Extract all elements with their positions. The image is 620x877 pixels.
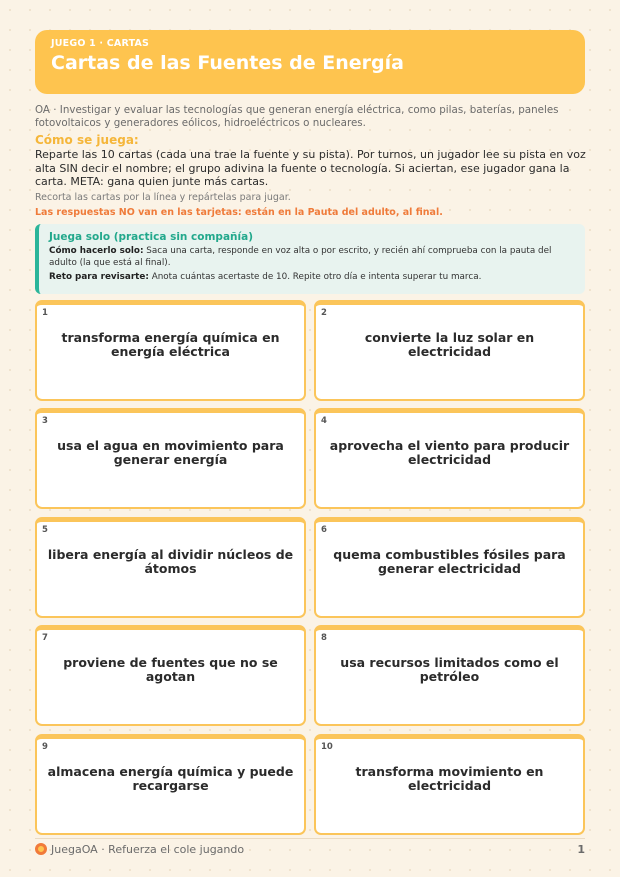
- how-to-play-title: Cómo se juega:: [35, 133, 139, 147]
- page-number: 1: [577, 843, 585, 856]
- card-4: [314, 408, 585, 509]
- card-number: 10: [321, 742, 333, 752]
- card-9: [35, 734, 306, 835]
- card-number: 9: [42, 742, 48, 752]
- card-clue: usa recursos limitados como el petróleo: [340, 655, 559, 684]
- learning-objective: OA · Investigar y evaluar las tecnologías que generan energía eléctrica, como pilas, baterías, paneles fotovoltaicos y generadores eólicos, hidroeléctricos o nucleares.: [35, 104, 559, 129]
- card-1: [35, 300, 306, 401]
- card-clue: proviene de fuentes que no se agotan: [63, 655, 278, 684]
- card-clue: quema combustibles fósiles para generar electricidad: [333, 547, 566, 576]
- solo-how-label: Cómo hacerlo solo:: [49, 246, 144, 256]
- cut-note: Recorta las cartas por la línea y repártelas para jugar.: [35, 192, 291, 203]
- footer: [35, 843, 585, 857]
- card-2: [314, 300, 585, 401]
- card-clue: transforma energía química en energía eléctrica: [61, 330, 280, 359]
- game-kicker: JUEGO 1 · CARTAS: [51, 38, 150, 49]
- answers-warning: Las respuestas NO van en las tarjetas: están en la Pauta del adulto, al final.: [35, 207, 443, 218]
- card-number: 8: [321, 633, 327, 643]
- card-clue: aprovecha el viento para producir electricidad: [329, 438, 570, 467]
- card-number: 5: [42, 525, 48, 535]
- footer-divider: [35, 838, 585, 839]
- card-number: 2: [321, 308, 327, 318]
- solo-how-text: Saca una carta, responde en voz alta o por escrito, y recién ahí comprueba con la pauta del adulto (la que está al final).: [49, 246, 552, 268]
- header-banner: [35, 30, 585, 94]
- card-number: 7: [42, 633, 48, 643]
- card-6: [314, 517, 585, 618]
- card-number: 1: [42, 308, 48, 318]
- card-clue: libera energía al dividir núcleos de átomos: [47, 547, 294, 576]
- card-3: [35, 408, 306, 509]
- card-number: 3: [42, 416, 48, 426]
- solo-challenge-label: Reto para revisarte:: [49, 272, 149, 282]
- card-5: [35, 517, 306, 618]
- brand-logo-icon: [35, 843, 47, 855]
- solo-play-box: [35, 224, 585, 294]
- card-clue: almacena energía química y puede recargarse: [47, 764, 294, 793]
- solo-challenge-line: [49, 272, 575, 284]
- card-7: [35, 625, 306, 726]
- card-number: 6: [321, 525, 327, 535]
- card-clue: usa el agua en movimiento para generar energía: [57, 438, 284, 467]
- card-clue: convierte la luz solar en electricidad: [364, 330, 535, 359]
- solo-title: Juega solo (practica sin compañía): [49, 231, 253, 243]
- page-title: Cartas de las Fuentes de Energía: [51, 52, 404, 74]
- solo-challenge-text: Anota cuántas acertaste de 10. Repite otro día e intenta superar tu marca.: [151, 272, 482, 282]
- card-clue: transforma movimiento en electricidad: [355, 764, 544, 793]
- how-to-play-text: Reparte las 10 cartas (cada una trae la fuente y su pista). Por turnos, un jugador lee su pista en voz alta SIN decir el nombre; el grupo adivina la fuente o tecnología. Si aciertan, ese jugador gana la carta. META: gana quien junte más cartas.: [35, 148, 586, 189]
- card-8: [314, 625, 585, 726]
- solo-how-line: [49, 246, 575, 269]
- card-10: [314, 734, 585, 835]
- card-number: 4: [321, 416, 327, 426]
- footer-brand: JuegaOA · Refuerza el cole jugando: [51, 843, 245, 856]
